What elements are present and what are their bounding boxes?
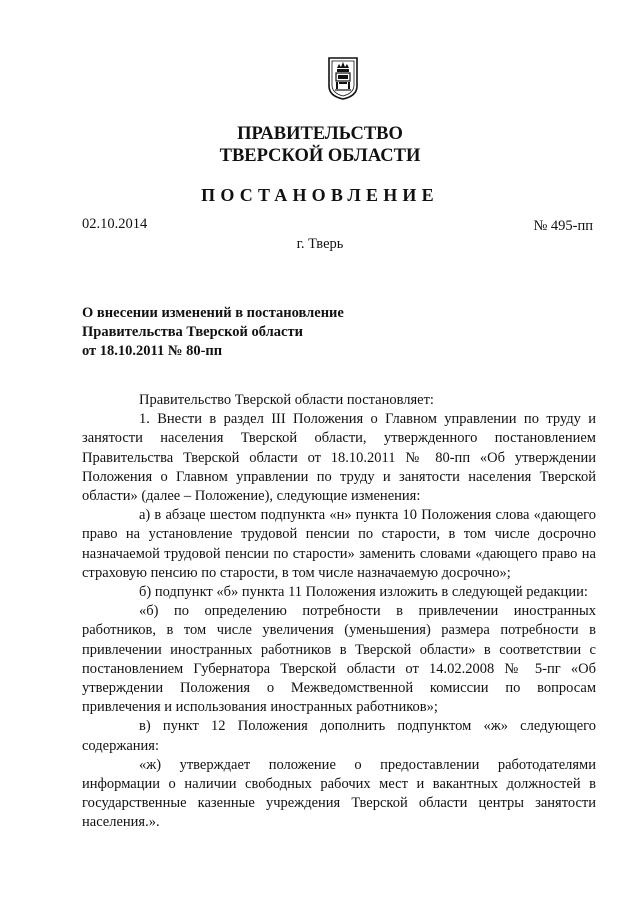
organization-name-line1: ПРАВИТЕЛЬСТВО: [237, 124, 403, 144]
document-city: г. Тверь: [296, 236, 344, 252]
document-date: 02.10.2014: [82, 216, 148, 232]
organization-name-line2: ТВЕРСКОЙ ОБЛАСТИ: [219, 146, 421, 166]
document-subject: [82, 304, 502, 361]
body-paragraph: а) в абзаце шестом подпункта «н» пункта 10 Положения слова «дающего право на установление трудовой пенсии по старости, в том числе досрочно назначаемой трудовой пенсии по старости» заменить словами «дающего право на страховую пенсию по старости, в том числе назначаемую досрочно»;: [82, 507, 596, 581]
document-body: [82, 391, 596, 833]
subject-line: Правительства Тверской области: [82, 324, 303, 340]
coat-of-arms-icon: [327, 56, 359, 100]
body-paragraph: 1. Внести в раздел III Положения о Главном управлении по труду и занятости населения Тверской области, утвержденного постановлением Правительства Тверской области от 18.10.2011 № 80-пп «Об утверждении Положения о Главном управлении по труду и занятости населения Тверской области» (далее – Положение), следующие изменения:: [82, 411, 596, 505]
body-paragraph: «б) по определению потребности в привлечении иностранных работников, в том числе увеличения (уменьшения) размера потребности в привлечении иностранных работников в Тверской области» в соответствии с постановлением Губернатора Тверской области от 14.02.2008 № 5-пг «Об утверждении Положения о Межведомственной комиссии по вопросам привлечения и использования иностранных работников»;: [82, 603, 596, 716]
body-paragraph: «ж) утверждает положение о предоставлении работодателями информации о наличии свободных рабочих мест и вакантных должностей в государственные казенные учреждения Тверской области центры занятости населения.».: [82, 756, 596, 831]
body-paragraph: в) пункт 12 Положения дополнить подпунктом «ж» следующего содержания:: [82, 718, 596, 754]
body-paragraph: б) подпункт «б» пункта 11 Положения изложить в следующей редакции:: [139, 584, 588, 601]
subject-line: от 18.10.2011 № 80-пп: [82, 343, 223, 359]
document-type-title: ПОСТАНОВЛЕНИЕ: [201, 185, 439, 205]
body-paragraph: Правительство Тверской области постановляет:: [139, 392, 434, 408]
subject-line: О внесении изменений в постановление: [82, 305, 344, 321]
document-number: № 495-пп: [533, 218, 593, 234]
